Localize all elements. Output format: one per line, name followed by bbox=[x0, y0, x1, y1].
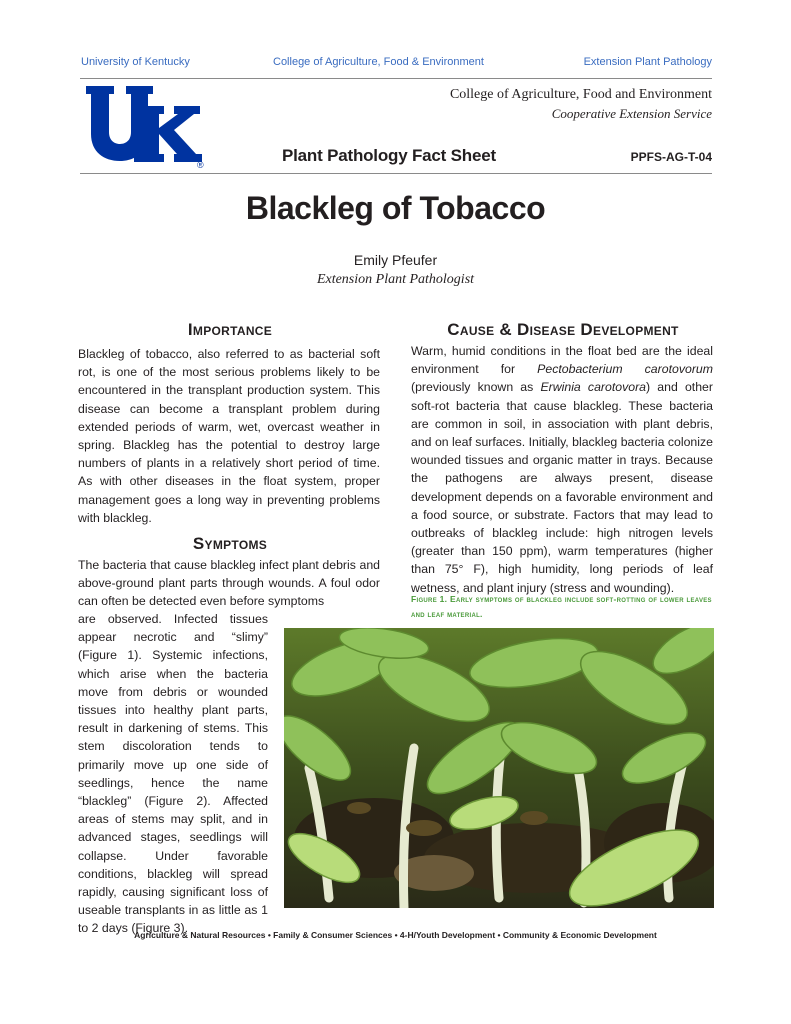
college-title: College of Agriculture, Food and Environment bbox=[449, 87, 712, 102]
svg-text:®: ® bbox=[197, 160, 204, 170]
symptoms-text-narrow: are observed. Infected tissues appear necrotic and “slimy” (Figure 1). Systemic infections, which arise when the bacteria move from debris or wounded tissues into healthy plant parts, result in darkening of stems. This stem discoloration tends to primarily move up one side of seedlings, hence the name “blackleg” (Figure 2). Affected areas of stems may split, and in advanced stages, seedlings will collapse. Under favorable conditions, blackleg will spread rapidly, causing significant loss of useable transplants in as little as 1 to 2 days (Figure 3). bbox=[78, 612, 268, 936]
figure-1-caption: Figure 1. Early symptoms of blackleg include soft-rotting of lower leaves and leaf material. bbox=[411, 594, 712, 619]
uk-logo bbox=[84, 84, 206, 177]
pathogen-name: Pectobacterium carotovorum bbox=[537, 362, 713, 377]
document-id: PPFS-AG-T-04 bbox=[630, 150, 712, 164]
footer-programs: Agriculture & Natural Resources • Family & Consumer Sciences • 4-H/Youth Development • Community & Economic Development bbox=[134, 930, 657, 940]
symptoms-heading: Symptoms bbox=[192, 534, 268, 553]
title-divider bbox=[80, 173, 712, 174]
cause-heading: Cause & Disease Development bbox=[447, 320, 679, 339]
header-bar bbox=[80, 56, 712, 72]
importance-heading: Importance bbox=[187, 320, 273, 339]
header-divider bbox=[80, 78, 712, 79]
author-title: Extension Plant Pathologist bbox=[316, 272, 475, 287]
fact-sheet-label: Plant Pathology Fact Sheet bbox=[282, 146, 496, 165]
author-name: Emily Pfeufer bbox=[353, 252, 438, 268]
college-block bbox=[450, 87, 712, 122]
extension-service: Cooperative Extension Service bbox=[551, 106, 712, 121]
importance-text: Blackleg of tobacco, also referred to as bacterial soft rot, is one of the most serious problems likely to be encountered in the transplant production system. This disease can become a transplant problem during extended periods of warm, wet, overcast weather in spring. Blackleg has the potential to destroy large numbers of plants in a relatively short period of time. As with other diseases in the float system, proper management goes a long way in preventing problems with blackleg. bbox=[78, 347, 380, 525]
department-name: Extension Plant Pathology bbox=[583, 56, 712, 68]
tobacco-seedlings-image bbox=[284, 628, 714, 908]
document-title: Blackleg of Tobacco bbox=[245, 190, 546, 226]
figure-1-photo bbox=[284, 628, 714, 908]
former-pathogen-name: Erwinia carotovora bbox=[540, 380, 647, 395]
symptoms-text-full: The bacteria that cause blackleg infect plant debris and above-ground plant parts through wounds. A foul odor can often be detected even before symptoms bbox=[78, 558, 380, 609]
cause-text: Warm, humid conditions in the float bed are the ideal environment for Pectobacterium carotovorum (previously known as Erwinia carotovora) and other soft-rot bacteria that cause blackleg. These bacteria are common in soil, in association with plant debris, and on leaf surfaces. Initially, blackleg bacteria colonize wounded tissues and organic matter in trays. Because the pathogens are always present, disease development depends on a favorable environment and a food source, or substrate. Factors that may lead to outbreaks of blackleg include: high nitrogen levels (greater than 150 ppm), warm temperatures (higher than 75° F), high humidity, long periods of leaf wetness, and plant injury (stress and wounding). bbox=[411, 344, 713, 595]
college-name-top: College of Agriculture, Food & Environment bbox=[273, 56, 484, 68]
university-name: University of Kentucky bbox=[81, 56, 190, 68]
uk-logo-icon bbox=[84, 84, 206, 172]
